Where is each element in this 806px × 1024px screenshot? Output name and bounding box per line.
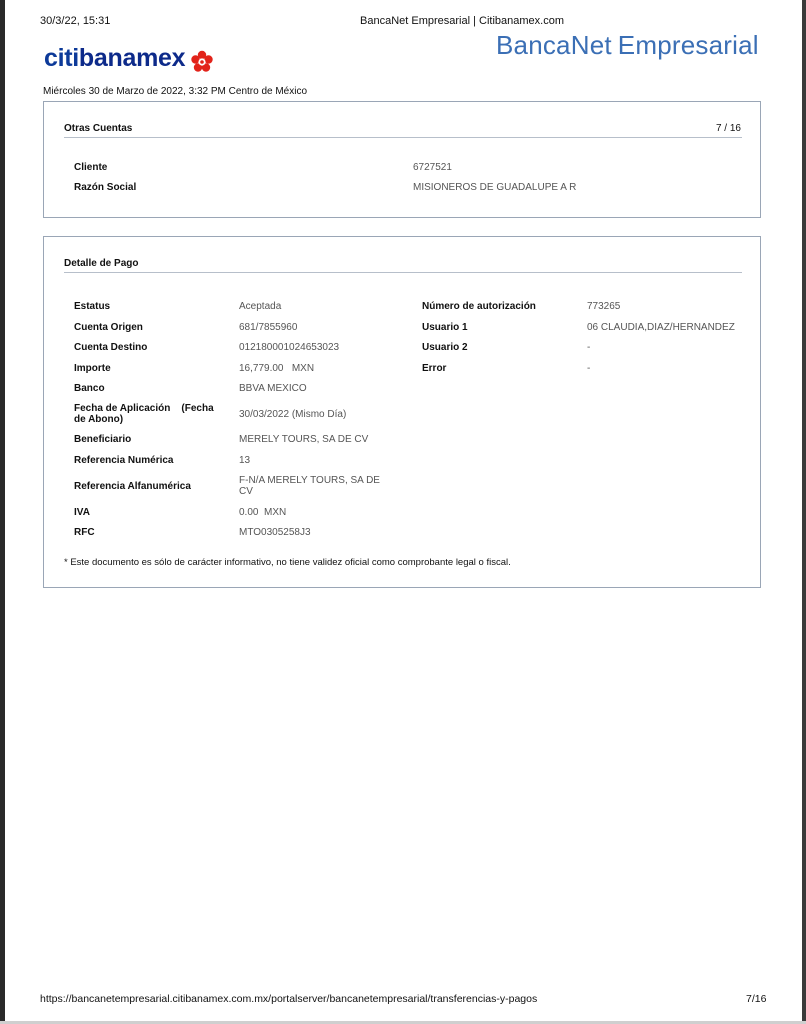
usuario2-value: - xyxy=(587,342,591,353)
cuenta-origen-label: Cuenta Origen xyxy=(74,322,143,333)
referencia-numerica-label: Referencia Numérica xyxy=(74,455,174,466)
detalle-pago-title: Detalle de Pago xyxy=(64,258,139,269)
referencia-alfanumerica-label: Referencia Alfanumérica xyxy=(74,481,191,492)
beneficiario-label: Beneficiario xyxy=(74,434,132,445)
footer-page-number: 7/16 xyxy=(746,993,767,1005)
numero-autorizacion-label: Número de autorización xyxy=(422,301,536,312)
estatus-value: Aceptada xyxy=(239,301,282,312)
razon-social-label: Razón Social xyxy=(74,182,137,193)
cliente-label: Cliente xyxy=(74,162,108,173)
page-edge-right xyxy=(802,0,806,1024)
cliente-value: 6727521 xyxy=(413,162,452,173)
otras-cuentas-title: Otras Cuentas xyxy=(64,123,133,134)
referencia-alfanumerica-value: F-N/A MERELY TOURS, SA DE CV xyxy=(239,475,380,497)
disclaimer-note: * Este documento es sólo de carácter informativo, no tiene validez oficial como comprobante legal o fiscal. xyxy=(64,557,511,568)
iva-value: 0.00 MXN xyxy=(239,507,287,518)
print-title: BancaNet Empresarial | Citibanamex.com xyxy=(360,15,564,27)
cuenta-destino-label: Cuenta Destino xyxy=(74,342,148,353)
beneficiario-value: MERELY TOURS, SA DE CV xyxy=(239,434,369,445)
usuario1-value: 06 CLAUDIA,DIAZ/HERNANDEZ xyxy=(587,322,735,333)
detalle-pago-panel xyxy=(43,236,761,588)
footer-url: https://bancanetempresarial.citibanamex.com.mx/portalserver/bancanetempresarial/transferencias-y-pagos xyxy=(40,993,538,1005)
page-edge-left xyxy=(0,0,5,1024)
otras-cuentas-page: 7 / 16 xyxy=(715,123,741,134)
iva-label: IVA xyxy=(74,507,90,518)
citibanamex-logo xyxy=(44,46,185,71)
razon-social-value: MISIONEROS DE GUADALUPE A R xyxy=(413,182,577,193)
numero-autorizacion-value: 773265 xyxy=(587,301,621,312)
rfc-value: MTO0305258J3 xyxy=(239,527,311,538)
banco-label: Banco xyxy=(74,383,105,394)
fecha-aplicacion-value: 30/03/2022 (Mismo Día) xyxy=(239,409,347,420)
banamex-flower-icon xyxy=(190,50,214,74)
referencia-numerica-value: 13 xyxy=(239,455,251,466)
cuenta-origen-value: 681/7855960 xyxy=(239,322,298,333)
logo-text-banamex: banamex xyxy=(78,44,186,72)
banco-value: BBVA MEXICO xyxy=(239,383,307,394)
estatus-label: Estatus xyxy=(74,301,111,312)
error-value: - xyxy=(587,363,591,374)
otras-cuentas-panel xyxy=(43,101,761,218)
section-divider xyxy=(64,272,742,273)
importe-value: 16,779.00 MXN xyxy=(239,363,315,374)
error-label: Error xyxy=(422,363,447,374)
logo-text-citi: citi xyxy=(44,44,79,72)
cuenta-destino-value: 012180001024653023 xyxy=(239,342,340,353)
bancanet-brand xyxy=(496,30,759,61)
session-datetime: Miércoles 30 de Marzo de 2022, 3:32 PM Centro de México xyxy=(43,86,308,97)
rfc-label: RFC xyxy=(74,527,95,538)
usuario1-label: Usuario 1 xyxy=(422,322,468,333)
section-divider xyxy=(64,137,742,138)
print-datetime: 30/3/22, 15:31 xyxy=(40,15,111,27)
brand-text-2: Empresarial xyxy=(617,30,759,60)
fecha-aplicacion-label: Fecha de Aplicación (Fecha de Abono) xyxy=(74,403,217,425)
brand-text-1: BancaNet xyxy=(496,30,612,60)
usuario2-label: Usuario 2 xyxy=(422,342,468,353)
importe-label: Importe xyxy=(74,363,111,374)
